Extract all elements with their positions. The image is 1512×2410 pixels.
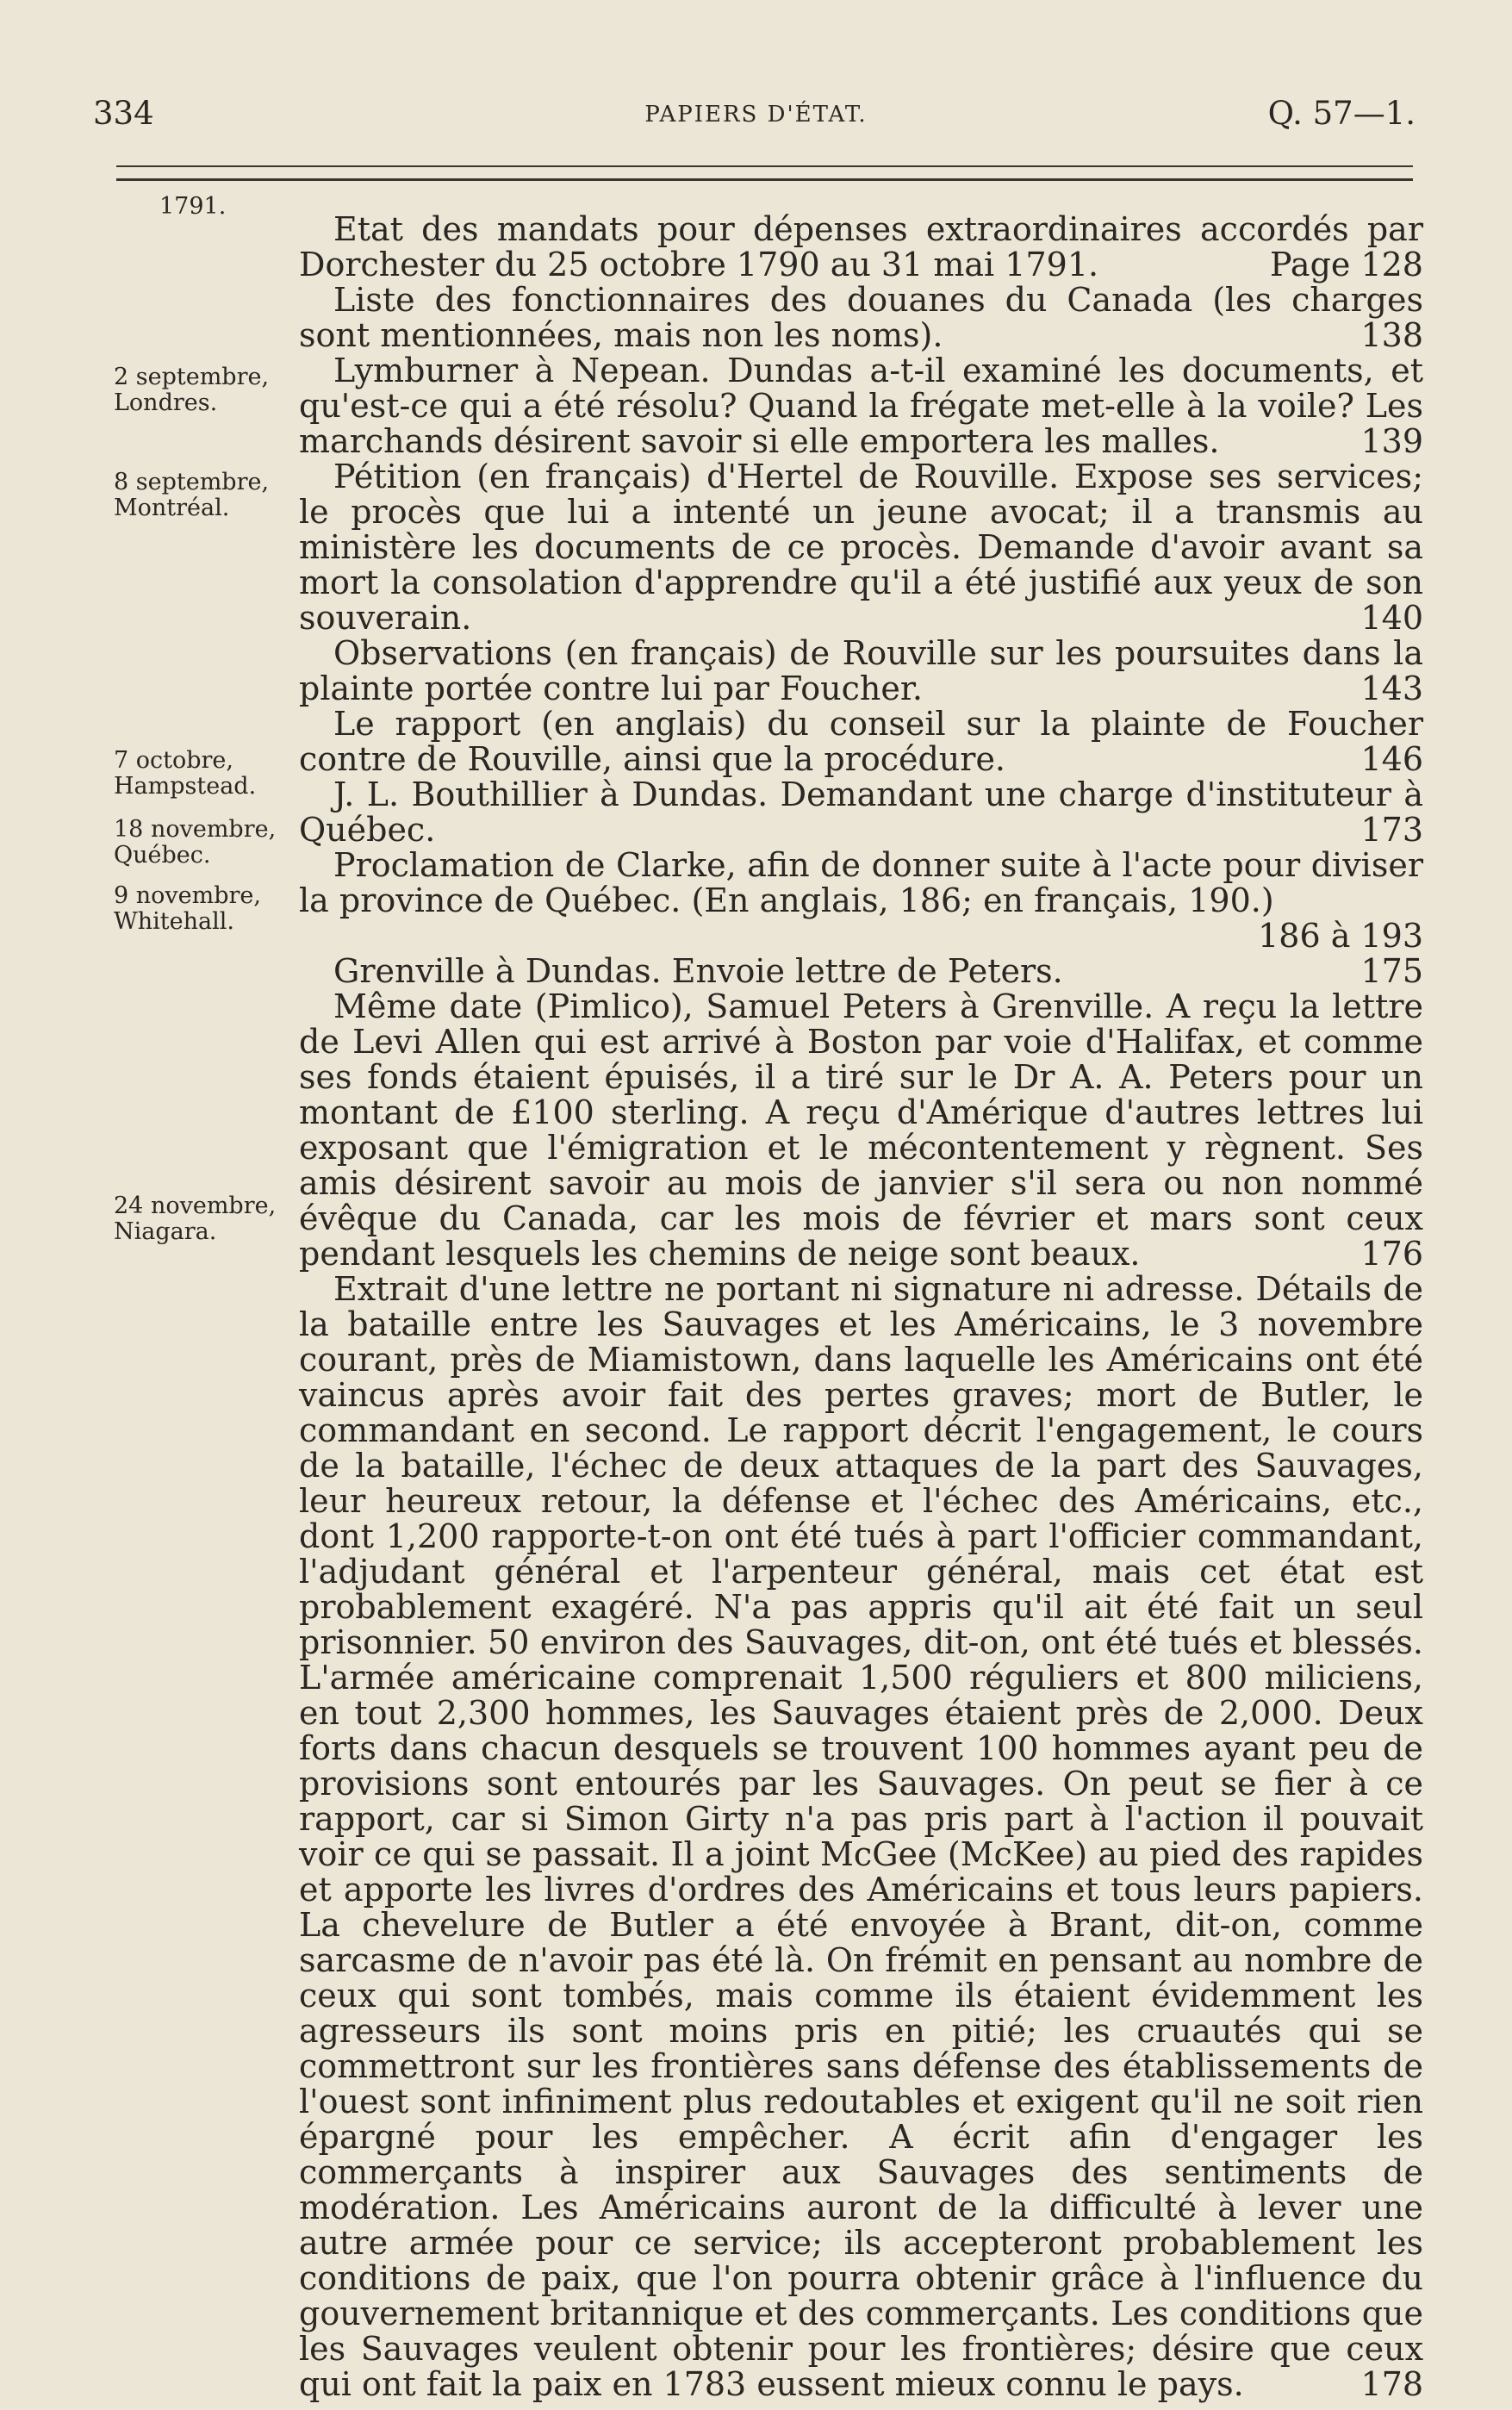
calendar-entry	[299, 954, 1423, 989]
volume-reference: Q. 57—1.	[1267, 95, 1416, 132]
calendar-entry	[299, 212, 1423, 283]
margin-note-date: 18 novembre,	[114, 816, 277, 843]
calendar-entry	[299, 1272, 1423, 2402]
margin-note-date: 24 novembre,	[114, 1193, 277, 1219]
page-reference: Page 128	[1270, 246, 1423, 283]
running-title: PAPIERS D'ÉTAT.	[644, 102, 868, 128]
page-reference: 186 à 193	[1258, 917, 1423, 955]
entry-text: Etat des mandats pour dépenses extraordinaires accordés par Dorchester du 25 octobre 1790 au 31 mai 1791.	[299, 210, 1423, 283]
margin-note-date: 7 octobre,	[114, 747, 233, 774]
margin-note-place: Niagara.	[114, 1218, 217, 1245]
margin-note-place: Hampstead.	[114, 773, 257, 800]
header-rule-thick	[116, 178, 1413, 181]
entry-text: Même date (Pimlico), Samuel Peters à Grenville. A reçu la lettre de Levi Allen qui est arrivé à Boston par voie d'Halifax, et comme ses fonds étaient épuisés, il a tiré sur le Dr A. A. Peters pour un montant de £100 sterling. A reçu d'Amérique d'autres lettres lui exposant que l'émigration et le mécontentement y règnent. Ses amis désirent savoir au mois de janvier s'il sera ou non nommé évêque du Canada, car les mois de février et mars sont ceux pendant lesquels les chemins de neige sont beaux.	[299, 987, 1423, 1273]
calendar-entry	[299, 707, 1423, 777]
entry-text: Le rapport (en anglais) du conseil sur la plainte de Foucher contre de Rouville, ainsi que la procédure.	[299, 705, 1423, 778]
page-reference: 140	[1360, 599, 1423, 637]
margin-year: 1791.	[159, 193, 227, 220]
page-header	[0, 95, 1512, 138]
calendar-entry	[299, 848, 1423, 954]
calendar-entry	[299, 353, 1423, 459]
page-reference: 175	[1360, 952, 1423, 990]
calendar-entry	[299, 459, 1423, 636]
entry-text: Observations (en français) de Rouville sur les poursuites dans la plainte portée contre lui par Foucher.	[299, 634, 1423, 707]
page-reference: 138	[1360, 316, 1423, 354]
margin-note-place: Montréal.	[114, 495, 230, 521]
margin-note-place: Québec.	[114, 842, 211, 869]
page-number: 334	[93, 95, 154, 132]
calendar-entry	[299, 283, 1423, 353]
entry-text: Pétition (en français) d'Hertel de Rouville. Expose ses services; le procès que lui a intenté un jeune avocat; il a transmis au ministère les documents de ce procès. Demande d'avoir avant sa mort la consolation d'apprendre qu'il a été justifié aux yeux de son souverain.	[299, 458, 1423, 637]
entry-text: Lymburner à Nepean. Dundas a-t-il examiné les documents, et qu'est-ce qui a été résolu? Quand la frégate met-elle à la voile? Les marchands désirent savoir si elle emportera les malles.	[299, 352, 1423, 460]
margin-note	[114, 883, 286, 935]
page-reference: 173	[1360, 811, 1423, 849]
margin-note-date: 8 septembre,	[114, 469, 270, 495]
page-reference: 176	[1360, 1235, 1423, 1273]
calendar-entry	[299, 989, 1423, 1272]
margin-note-date: 2 septembre,	[114, 364, 270, 390]
page-reference: 143	[1360, 669, 1423, 707]
margin-note	[114, 817, 286, 869]
entry-text: Extrait d'une lettre ne portant ni signature ni adresse. Détails de la bataille entre les Sauvages et les Américains, le 3 novembre courant, près de Miamistown, dans laquelle les Américains ont été vaincus après avoir fait des pertes graves; mort de Butler, le commandant en second. Le rapport décrit l'engagement, le cours de la bataille, l'échec de deux attaques de la part des Sauvages, leur heureux retour, la défense et l'échec des Américains, etc., dont 1,200 rapporte-t-on ont été tués à part l'officier commandant, l'adjudant général et l'arpenteur général, mais cet état est probablement exagéré. N'a pas appris qu'il ait été fait un seul prisonnier. 50 environ des Sauvages, dit-on, ont été tués et blessés. L'armée américaine comprenait 1,500 réguliers et 800 miliciens, en tout 2,300 hommes, les Sauvages étaient près de 2,000. Deux forts dans chacun desquels se trouvent 100 hommes ayant peu de provisions sont entourés par les Sauvages. On peut se fier à ce rapport, car si Simon Girty n'a pas pris part à l'action il pouvait voir ce qui se passait. Il a joint McGee (McKee) au pied des rapides et apporte les livres d'ordres des Américains et tous leurs papiers. La chevelure de Butler a été envoyée à Brant, dit-on, comme sarcasme de n'avoir pas été là. On frémit en pensant au nombre de ceux qui sont tombés, mais comme ils étaient évidemment les agresseurs ils sont moins pris en pitié; les cruautés qui se commettront sur les frontières sans défense des établissements de l'ouest sont infiniment plus redoutables et exigent qu'il ne soit rien épargné pour les empêcher. A écrit afin d'engager les commerçants à inspirer aux Sauvages des sentiments de modération. Les Américains auront de la difficulté à lever une autre armée pour ce service; ils accepteront probablement les conditions de paix, que l'on pourra obtenir grâce à l'influence du gouvernement britannique et des commerçants. Les conditions que les Sauvages veulent obtenir pour les frontières; désire que ceux qui ont fait la paix en 1783 eussent mieux connu le pays.	[299, 1270, 1423, 2403]
margin-note-date: 9 novembre,	[114, 882, 261, 909]
margin-note	[114, 470, 286, 521]
margin-note	[114, 1193, 286, 1245]
page-reference: 146	[1360, 740, 1423, 778]
page-reference: 139	[1360, 422, 1423, 460]
header-rule-thin	[116, 165, 1413, 167]
entry-text: Liste des fonctionnaires des douanes du Canada (les charges sont mentionnées, mais non les noms).	[299, 281, 1423, 354]
margin-note	[114, 748, 286, 800]
page-reference: 178	[1360, 2365, 1423, 2403]
entry-text: J. L. Bouthillier à Dundas. Demandant une charge d'instituteur à Québec.	[299, 775, 1423, 849]
entry-text: Proclamation de Clarke, afin de donner suite à l'acte pour diviser la province de Québec. (En anglais, 186; en français, 190.)	[299, 846, 1423, 919]
document-body	[299, 212, 1423, 2402]
margin-note-place: Whitehall.	[114, 908, 234, 935]
calendar-entry	[299, 636, 1423, 707]
calendar-entry	[299, 777, 1423, 848]
entry-text: Grenville à Dundas. Envoie lettre de Peters.	[333, 952, 1063, 990]
margin-note	[114, 364, 286, 416]
margin-note-place: Londres.	[114, 389, 218, 416]
